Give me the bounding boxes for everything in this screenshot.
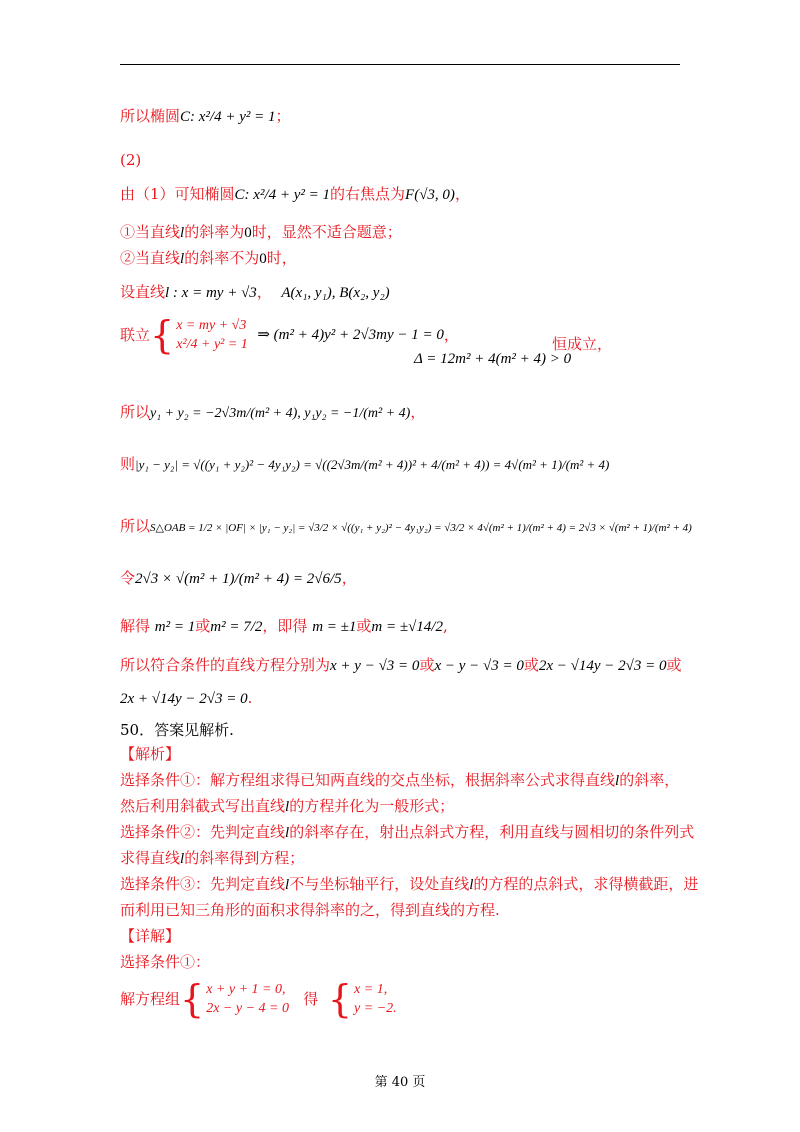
text: 求得直线 (120, 849, 181, 867)
math-var: l (285, 799, 290, 815)
text: 则 (120, 455, 136, 473)
math-var: l (180, 851, 185, 867)
text: 的方程并化为一般形式； (289, 797, 455, 815)
math-var: l (285, 877, 290, 893)
text: 得 (303, 990, 319, 1008)
text: 选择条件③：先判定直线 (120, 875, 286, 893)
text: 设直线 (120, 283, 166, 301)
text: 所以 (120, 403, 151, 421)
math-ellipse-2: C: x²/4 + y² = 1 (234, 187, 331, 203)
text: 或 (419, 656, 435, 674)
sys-row-2: y = −2. (354, 1001, 397, 1016)
text: 的斜率， (619, 771, 680, 789)
case-2 (120, 248, 297, 269)
line-difference (120, 454, 609, 475)
text: 时， (266, 249, 297, 267)
brace-icon: { (180, 977, 205, 1021)
text: 时，显然不适合题意； (251, 223, 402, 241)
math-var: l (469, 877, 474, 893)
math-var: l (180, 225, 185, 241)
sys-row-2: 2x − y − 4 = 0 (206, 1001, 289, 1016)
question-50-answer: 50．答案见解析. (120, 721, 234, 739)
math-m2: m² = 7/2 (210, 619, 263, 635)
case-1 (120, 222, 402, 243)
text: 令 (120, 569, 136, 587)
math-focus: F(√3, 0) (405, 187, 455, 203)
math-var: l (615, 773, 620, 789)
text: ； (275, 107, 291, 125)
math-quadratic: ⇒ (m² + 4)y² + 2√3my − 1 = 0 (257, 327, 444, 343)
section-analysis: 【解析】 (120, 745, 181, 763)
math-num: 0 (259, 251, 267, 267)
system-eq-2 (206, 980, 289, 1018)
math-vieta: y₁ + y₂ = −2√3m/(m² + 4), y₁y₂ = −1/(m² + 4) (150, 406, 411, 421)
text: 选择条件②：先判定直线 (120, 823, 286, 841)
text: 所以 (120, 517, 151, 535)
section-detail: 【详解】 (120, 927, 181, 945)
text: 或 (666, 656, 682, 674)
line-focus (120, 184, 470, 205)
text: 的斜率存在，射出点斜式方程，利用直线与圆相切的条件列式 (289, 823, 695, 841)
math-area: S△OAB = 1/2 × |OF| × |y₁ − y₂| = √3/2 × √((y₁ + y₂)² − 4y₁y₂) = √3/2 × 4√(m² + 1)/(m² + 4) = 2√3 × √(m² + 1)/(m² + 4) (150, 522, 692, 534)
text: 解方程组 (120, 990, 181, 1008)
text: 或 (523, 656, 539, 674)
math-eq4: 2x + √14y − 2√3 = 0 (120, 691, 248, 707)
brace-icon: { (150, 313, 175, 357)
math-m4: m = ±√14/2 (371, 619, 443, 635)
text: 然后利用斜截式写出直线 (120, 797, 286, 815)
text: . (247, 689, 253, 707)
text: ， (443, 326, 459, 344)
analysis-1 (120, 770, 679, 791)
analysis-3 (120, 822, 694, 843)
math-num: 0 (244, 225, 252, 241)
text: 的斜率为 (184, 223, 245, 241)
sys-row-1: x = 1, (354, 982, 388, 997)
system-eq (176, 316, 248, 354)
math-var: l (285, 825, 290, 841)
text: 解得 (120, 617, 151, 635)
line-set-line (120, 282, 390, 303)
text: 或 (356, 617, 372, 635)
math-var: l (180, 251, 185, 267)
sys-row-1: x + y + 1 = 0, (206, 982, 286, 997)
text: 选择条件①：解方程组求得已知两直线的交点坐标，根据斜率公式求得直线 (120, 771, 616, 789)
math-eq2: x − y − √3 = 0 (434, 658, 524, 674)
text: ，即得 (262, 617, 308, 635)
math-points: A(x₁, y₁), B(x₂, y₂) (281, 285, 390, 301)
page-footer: 第 40 页 (374, 1075, 426, 1090)
line-let (120, 568, 357, 589)
math-let: 2√3 × √(m² + 1)/(m² + 4) = 2√6/5 (135, 571, 342, 587)
text: ②当直线 (120, 249, 181, 267)
line-solve (120, 616, 448, 637)
text: 所以椭圆 (120, 107, 181, 125)
text: 或 (195, 617, 211, 635)
text: 联立 (120, 326, 151, 344)
math-line-eq: l : x = my + √3 (165, 285, 257, 301)
line-solve-system (120, 977, 397, 1021)
math-m3: m = ±1 (312, 619, 357, 635)
text: 的方程的点斜式，求得横截距，进 (473, 875, 699, 893)
math-eq1: x + y − √3 = 0 (330, 658, 420, 674)
text: ， (341, 569, 357, 587)
text: 的斜率不为 (184, 249, 260, 267)
text: ①当直线 (120, 223, 181, 241)
math-m1: m² = 1 (154, 619, 196, 635)
line-equations (120, 655, 682, 676)
text: , (442, 617, 448, 635)
math-eq3: 2x − √14y − 2√3 = 0 (538, 658, 667, 674)
analysis-4 (120, 848, 304, 869)
text: 不与坐标轴平行，设处直线 (289, 875, 470, 893)
sys-row-2: x²/4 + y² = 1 (176, 337, 248, 352)
always-holds: 恒成立， (552, 335, 613, 353)
system-result (354, 980, 397, 1018)
text: 由（1）可知椭圆 (120, 185, 235, 203)
line-vieta (120, 402, 425, 424)
math-difference: |y₁ − y₂| = √((y₁ + y₂)² − 4y₁y₂) = √((2√3m/(m² + 4))² + 4/(m² + 4)) = 4√(m² + 1)/(m² + 4) (135, 457, 610, 472)
choose-condition-1: 选择条件①： (120, 953, 211, 971)
text: ， (454, 185, 470, 203)
math-discriminant (414, 348, 571, 369)
text: 的斜率得到方程； (184, 849, 305, 867)
analysis-6: 而利用已知三角形的面积求得斜率的之，得到直线的方程. (120, 901, 500, 919)
math-ellipse: C: x²/4 + y² = 1 (180, 109, 276, 125)
text: 所以符合条件的直线方程分别为 (120, 656, 331, 674)
brace-icon: { (327, 977, 353, 1021)
text: ， (410, 403, 426, 421)
analysis-2 (120, 796, 454, 817)
sys-row-1: x = my + √3 (176, 318, 247, 333)
line-area (120, 516, 692, 538)
part-2-label: (2) (120, 151, 142, 169)
line-ellipse-result (120, 106, 291, 127)
line-equation-4 (120, 688, 252, 709)
text: 的右焦点为 (330, 185, 406, 203)
text: ， (256, 283, 272, 301)
math-delta: Δ = 12m² + 4(m² + 4) > 0 (414, 351, 572, 367)
analysis-5 (120, 874, 698, 895)
header-rule (120, 64, 680, 65)
line-simultaneous (120, 313, 459, 357)
